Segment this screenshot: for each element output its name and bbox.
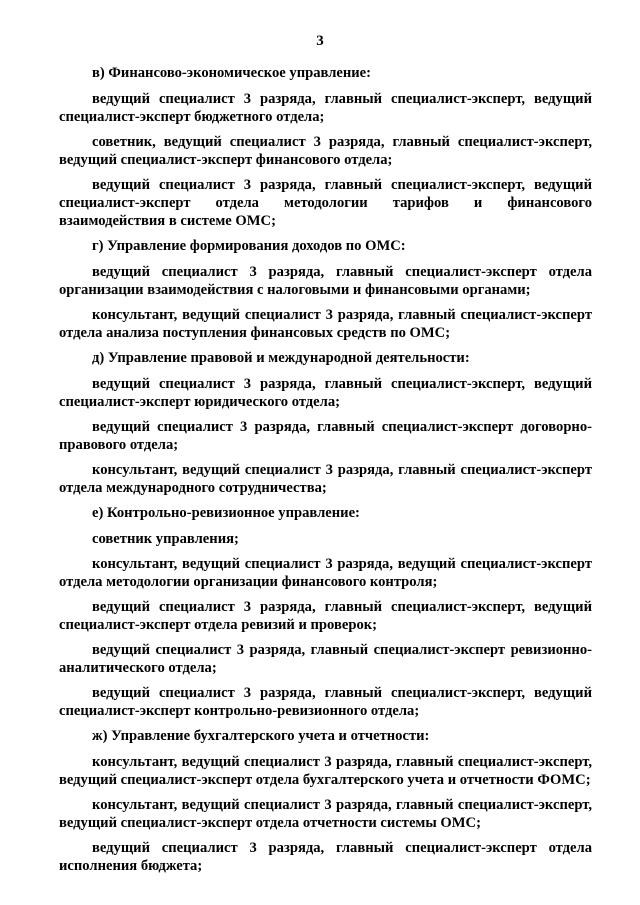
document-body bbox=[59, 64, 592, 882]
paragraph: консультант, ведущий специалист 3 разряда, главный специалист-эксперт отдела международного сотрудничества; bbox=[59, 462, 592, 496]
paragraph: консультант, ведущий специалист 3 разряда, главный специалист-эксперт, ведущий специалист-эксперт отдела отчетности системы ОМС; bbox=[59, 797, 592, 831]
paragraph: советник управления; bbox=[92, 531, 239, 547]
paragraph: ведущий специалист 3 разряда, главный специалист-эксперт, ведущий специалист-эксперт контрольно-ревизионного отдела; bbox=[59, 685, 592, 719]
section-heading-g: г) Управление формирования доходов по ОМС: bbox=[92, 238, 406, 254]
paragraph: консультант, ведущий специалист 3 разряда, главный специалист-эксперт отдела анализа поступления финансовых средств по ОМС; bbox=[59, 307, 592, 341]
paragraph: консультант, ведущий специалист 3 разряда, главный специалист-эксперт, ведущий специалист-эксперт отдела бухгалтерского учета и отчетности ФОМС; bbox=[59, 754, 592, 788]
paragraph: ведущий специалист 3 разряда, главный специалист-эксперт отдела исполнения бюджета; bbox=[59, 840, 592, 874]
paragraph: ведущий специалист 3 разряда, главный специалист-эксперт, ведущий специалист-эксперт отдела методологии тарифов и финансового взаимодействия в системе ОМС; bbox=[59, 177, 592, 229]
paragraph: ведущий специалист 3 разряда, главный специалист-эксперт, ведущий специалист-эксперт отдела ревизий и проверок; bbox=[59, 599, 592, 633]
paragraph: ведущий специалист 3 разряда, главный специалист-эксперт, ведущий специалист-эксперт бюджетного отдела; bbox=[59, 91, 592, 125]
section-heading-e: е) Контрольно-ревизионное управление: bbox=[92, 505, 360, 521]
paragraph: ведущий специалист 3 разряда, главный специалист-эксперт договорно-правового отдела; bbox=[59, 419, 592, 453]
section-heading-d: д) Управление правовой и международной деятельности: bbox=[92, 350, 470, 366]
paragraph: консультант, ведущий специалист 3 разряда, ведущий специалист-эксперт отдела методологии организации финансового контроля; bbox=[59, 556, 592, 590]
section-heading-v: в) Финансово-экономическое управление: bbox=[92, 65, 372, 81]
paragraph: ведущий специалист 3 разряда, главный специалист-эксперт отдела организации взаимодействия с налоговыми и финансовыми органами; bbox=[59, 264, 592, 298]
section-heading-zh: ж) Управление бухгалтерского учета и отчетности: bbox=[92, 728, 430, 744]
paragraph: ведущий специалист 3 разряда, главный специалист-эксперт ревизионно-аналитического отдела; bbox=[59, 642, 592, 676]
paragraph: ведущий специалист 3 разряда, главный специалист-эксперт, ведущий специалист-эксперт юридического отдела; bbox=[59, 376, 592, 410]
page-number: 3 bbox=[316, 33, 324, 49]
paragraph: советник, ведущий специалист 3 разряда, главный специалист-эксперт, ведущий специалист-эксперт финансового отдела; bbox=[59, 134, 592, 168]
